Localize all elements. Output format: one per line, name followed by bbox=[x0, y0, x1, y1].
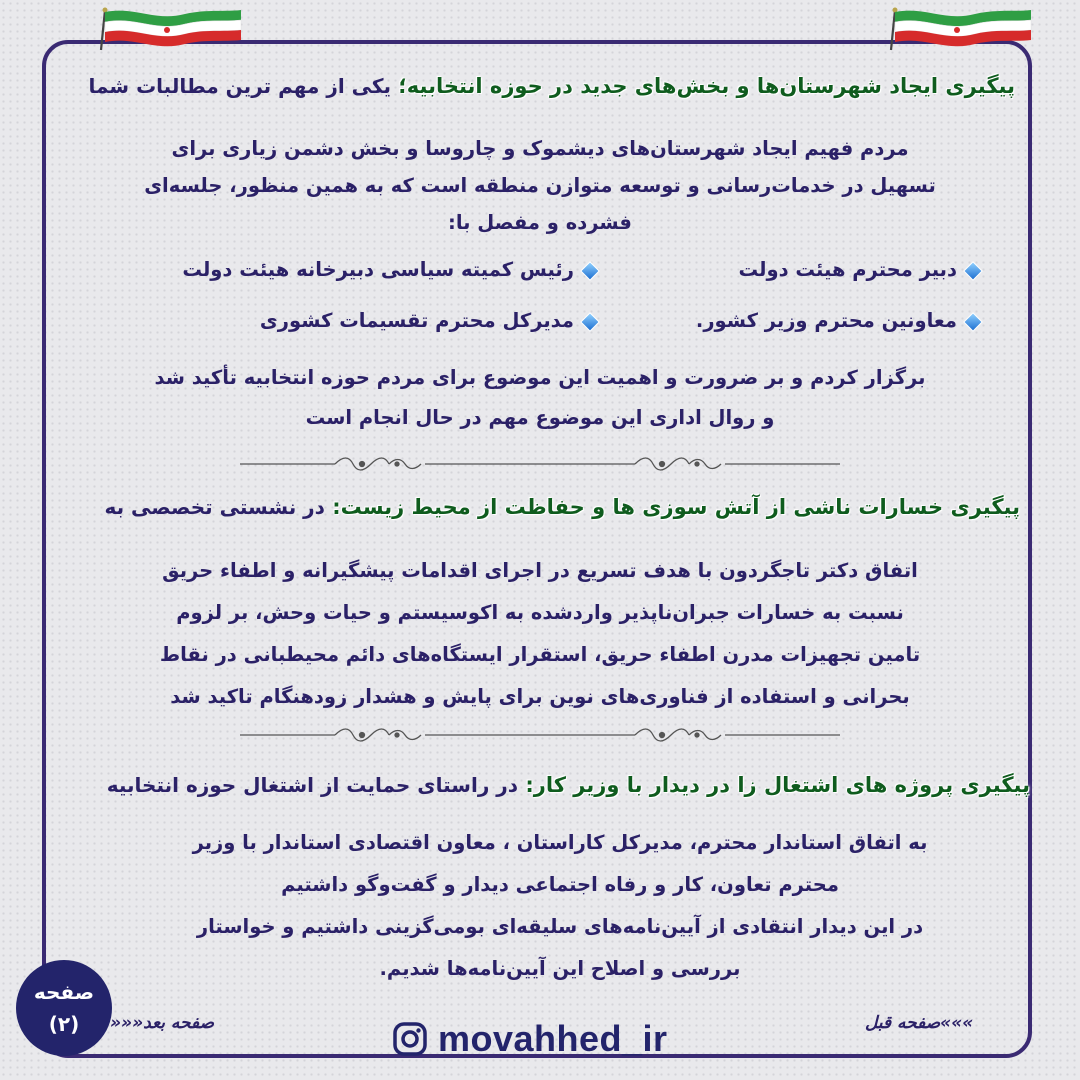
paragraph-line: به اتفاق استاندار محترم، مدیرکل کاراستان ، معاون اقتصادی استاندار با وزیر bbox=[192, 831, 928, 854]
ornament-divider-icon bbox=[240, 725, 840, 745]
paragraph-line: تامین تجهیزات مدرن اطفاء حریق، استقرار ایستگاه‌های دائم محیطبانی در نقاط bbox=[159, 643, 921, 666]
iran-flag-icon bbox=[95, 6, 245, 54]
diamond-bullet-icon bbox=[963, 261, 983, 281]
section-heading-highlight: پیگیری ایجاد شهرستان‌ها و بخش‌های جدید در حوزه انتخابیه؛ bbox=[398, 74, 1015, 98]
paragraph-line: اتفاق دکتر تاجگردون با هدف تسریع در اجرای اقدامات پیشگیرانه و اطفاء حریق bbox=[162, 559, 918, 582]
list-item bbox=[260, 306, 597, 336]
section-heading bbox=[89, 70, 1015, 102]
list-item-label: رئیس کمیته سیاسی دبیرخانه هیئت دولت bbox=[182, 258, 574, 281]
section-heading-rest: یکی از مهم ترین مطالبات شما bbox=[88, 74, 392, 98]
paragraph-line: فشرده و مفصل با: bbox=[448, 211, 632, 234]
diamond-bullet-icon bbox=[580, 312, 600, 332]
section-heading bbox=[104, 491, 1020, 523]
paragraph-line: تسهیل در خدمات‌رسانی و توسعه متوازن منطقه است که به همین منظور، جلسه‌ای bbox=[144, 174, 936, 197]
section-paragraph bbox=[60, 550, 1020, 718]
next-page-link[interactable]: صفحه بعد««« bbox=[110, 1013, 215, 1033]
paragraph-line: مردم فهیم ایجاد شهرستان‌های دیشموک و چاروسا و بخش دشمن زیاری برای bbox=[171, 137, 909, 160]
section-heading-rest: در نشستی تخصصی به bbox=[104, 495, 325, 519]
section-heading-rest: در راستای حمایت از اشتغال حوزه انتخابیه bbox=[106, 773, 519, 797]
ornament-divider-icon bbox=[240, 454, 840, 474]
list-item bbox=[739, 255, 980, 285]
page-number-badge bbox=[16, 960, 112, 1056]
list-item bbox=[696, 306, 980, 336]
paragraph-line: برگزار کردم و بر ضرورت و اهمیت این موضوع برای مردم حوزه انتخابیه تأکید شد bbox=[154, 366, 926, 389]
paragraph-line: در این دیدار انتقادی از آیین‌نامه‌های سلیقه‌ای بومی‌گزینی داشتیم و خواستار bbox=[196, 915, 924, 938]
instagram-icon bbox=[392, 1021, 428, 1057]
list-item-label: مدیرکل محترم تقسیمات کشوری bbox=[259, 309, 574, 332]
section-paragraph bbox=[90, 822, 1030, 990]
diamond-bullet-icon bbox=[580, 261, 600, 281]
section-heading-highlight: پیگیری خسارات ناشی از آتش سوزی ها و حفاظت از محیط زیست: bbox=[332, 495, 1020, 519]
instagram-handle: movahhed_ir bbox=[438, 1018, 668, 1059]
section-heading bbox=[107, 769, 1030, 801]
iran-flag-icon bbox=[885, 6, 1035, 54]
page-label: صفحه bbox=[33, 980, 95, 1004]
paragraph-line: و روال اداری این موضوع مهم در حال انجام است bbox=[305, 406, 775, 429]
list-item bbox=[182, 255, 597, 285]
paragraph-line: بررسی و اصلاح این آیین‌نامه‌ها شدیم. bbox=[379, 957, 741, 980]
section-heading-highlight: پیگیری پروژه های اشتغال زا در دیدار با وزیر کار: bbox=[525, 773, 1030, 797]
list-item-label: معاونین محترم وزیر کشور. bbox=[695, 309, 957, 332]
paragraph-line: محترم تعاون، کار و رفاه اجتماعی دیدار و گفت‌وگو داشتیم bbox=[281, 873, 839, 896]
section-paragraph bbox=[60, 358, 1020, 438]
paragraph-line: نسبت به خسارات جبران‌ناپذیر واردشده به اکوسیستم و حیات وحش، بر لزوم bbox=[176, 601, 904, 624]
list-item-label: دبیر محترم هیئت دولت bbox=[738, 258, 957, 281]
instagram-link[interactable] bbox=[392, 1016, 668, 1062]
paragraph-line: بحرانی و استفاده از فناوری‌های نوین برای پایش و هشدار زودهنگام تاکید شد bbox=[170, 685, 910, 708]
section-paragraph bbox=[60, 130, 1020, 241]
page-number: (۲) bbox=[48, 1012, 80, 1036]
diamond-bullet-icon bbox=[963, 312, 983, 332]
previous-page-link[interactable]: »»»صفحه قبل bbox=[865, 1013, 974, 1033]
